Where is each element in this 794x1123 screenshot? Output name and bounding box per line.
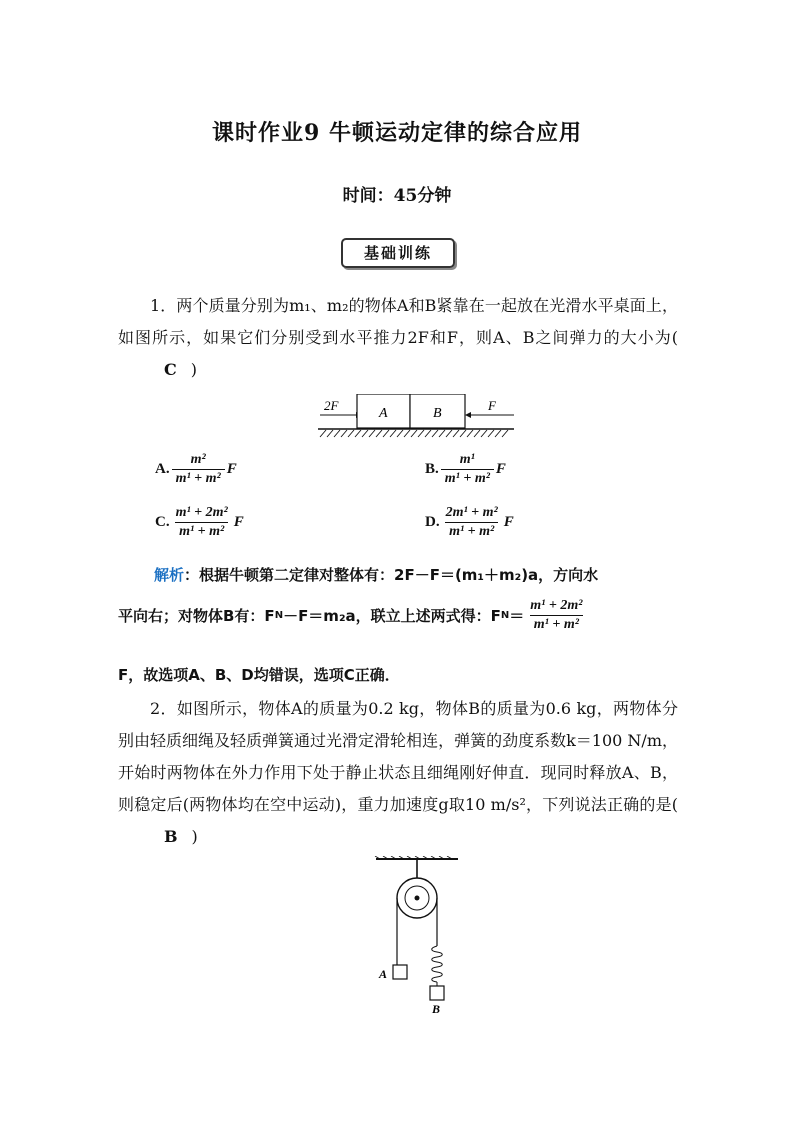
question-number: 1． xyxy=(150,296,177,315)
label-a: A xyxy=(379,967,388,981)
left-force-label: 2F xyxy=(324,398,339,413)
analysis-fraction: $\frac{\text{m¹ + 2m²}}{\text{m¹ + m²}}$ xyxy=(530,598,583,632)
question-text: 两个质量分别为m₁、m₂的物体A和B紧靠在一起放在光滑水平桌面上，如图所示，如果它们分别受到水平推力2F和F，则A、B之间弹力的大小为( xyxy=(118,296,678,347)
option-d[interactable]: D. $\frac{\text{2m¹ + m²}}{\text{m¹ + m²}}$ F xyxy=(425,505,514,539)
section-badge: 基础训练 xyxy=(341,238,455,268)
answer: C xyxy=(164,360,177,379)
time-limit: 时间：45分钟 xyxy=(342,186,452,206)
option-a[interactable]: A. $\frac{\text{m²}}{\text{m¹ + m²}}$ F xyxy=(155,452,237,486)
option-b[interactable]: B. $\frac{\text{m¹}}{\text{m¹ + m²}}$ F xyxy=(425,452,506,486)
question-1: 1．两个质量分别为m₁、m₂的物体A和B紧靠在一起放在光滑水平桌面上，如图所示，如果它们分别受到水平推力2F和F，则A、B之间弹力的大小为(C ) xyxy=(118,290,678,386)
block-b-label: B xyxy=(433,406,442,421)
analysis-line-1: 解析：根据牛顿第二定律对整体有：2F－F＝(m₁＋m₂)a，方向水 xyxy=(154,566,599,584)
question-text: 如图所示，物体A的质量为0.2 kg，物体B的质量为0.6 kg，两物体分别由轻质细绳及轻质弹簧通过光滑定滑轮相连，弹簧的劲度系数k＝100 N/m，开始时两物体在外力作用下处于静止状态且细绳刚好伸直．现同时释放A、B，则稳定后(两物体均在空中运动)，重力加速度g取10 m/s²，下列说法正确的是( xyxy=(118,699,678,814)
label-b: B xyxy=(432,1002,441,1016)
block-a-label: A xyxy=(379,406,388,421)
block-a xyxy=(393,965,407,979)
question-number: 2． xyxy=(150,699,177,718)
right-force-label: F xyxy=(488,398,496,413)
blocks-figure xyxy=(316,394,520,440)
ground-hatch xyxy=(320,430,508,437)
fraction: $\frac{\text{m¹}}{\text{m¹ + m²}}$ xyxy=(441,452,494,487)
block-b xyxy=(430,986,444,1000)
fraction: $\frac{\text{2m¹ + m²}}{\text{m¹ + m²}}$ xyxy=(445,505,498,539)
analysis-line-3: F，故选项A、B、D均错误，选项C正确． xyxy=(118,666,400,684)
analysis-line-2: 平向右；对物体B有：F N －F＝m₂a，联立上述两式得：F N ＝ $\frac{\text{m¹ + 2m²}}{\text{m¹ + m²}}$ xyxy=(118,598,678,633)
page-title: 课时作业9 牛顿运动定律的综合应用 xyxy=(212,120,582,146)
option-c[interactable]: C. $\frac{\text{m¹ + 2m²}}{\text{m¹ + m²}}$ F xyxy=(155,505,244,539)
analysis-label: 解析 xyxy=(154,566,185,584)
fraction: $\frac{\text{m²}}{\text{m¹ + m²}}$ xyxy=(172,452,225,487)
answer: B xyxy=(164,827,178,846)
pulley-figure xyxy=(372,856,462,1016)
spring xyxy=(432,946,443,982)
question-2: 2．如图所示，物体A的质量为0.2 kg，物体B的质量为0.6 kg，两物体分别由轻质细绳及轻质弹簧通过光滑定滑轮相连，弹簧的劲度系数k＝100 N/m，开始时两物体在外力作用下处于静止状态且细绳刚好伸直．现同时释放A、B，则稳定后(两物体均在空中运动)，重力加速度g取10 m/s²，下列说法正确的是(B ) xyxy=(118,693,678,853)
fraction: $\frac{\text{m¹ + 2m²}}{\text{m¹ + m²}}$ xyxy=(175,505,228,539)
